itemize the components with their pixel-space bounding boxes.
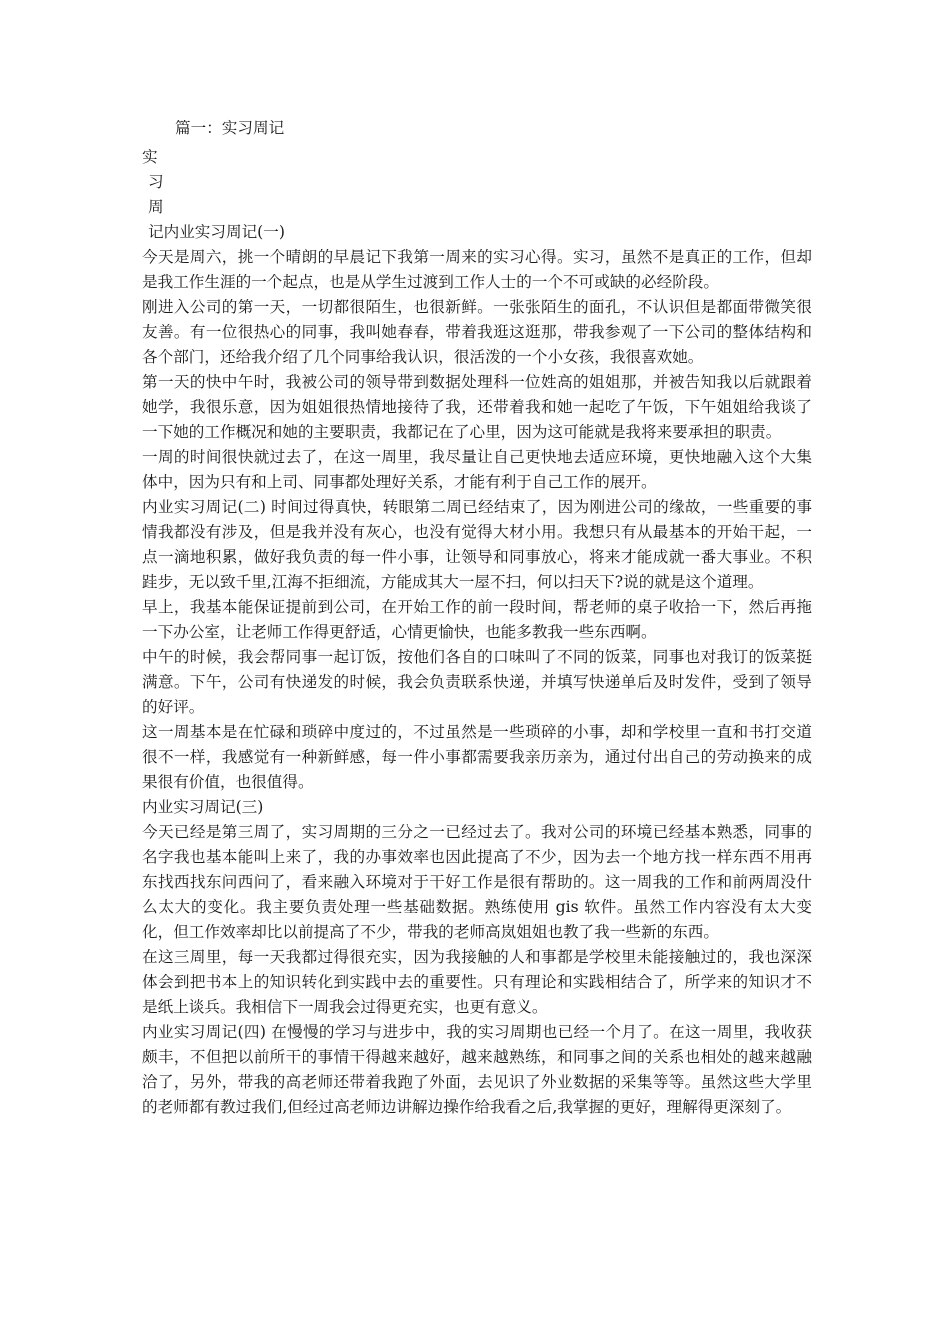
paragraph-1: 今天是周六，挑一个晴朗的早晨记下我第一周来的实习心得。实习，虽然不是真正的工作，但却是我工作生涯的一个起点，也是从学生过渡到工作人士的一个不可或缺的必经阶段。 <box>142 248 812 291</box>
paragraph-2: 刚进入公司的第一天，一切都很陌生，也很新鲜。一张张陌生的面孔，不认识但是都面带微笑很友善。有一位很热心的同事，我叫她春春，带着我逛这逛那，带我参观了一下公司的整体结构和各个部门，还给我介绍了几个同事给我认识，很活泼的一个小女孩，我很喜欢她。 <box>142 298 812 366</box>
paragraph-4: 一周的时间很快就过去了，在这一周里，我尽量让自己更快地去适应环境，更快地融入这个大集体中，因为只有和上司、同事都处理好关系，才能有利于自己工作的展开。 <box>142 448 812 491</box>
vertical-char-1: 实 <box>142 148 158 166</box>
section-heading-week-3: 内业实习周记(三) <box>142 798 264 816</box>
vertical-char-3: 周 <box>148 198 164 216</box>
paragraph-10: 在这三周里，每一天我都过得很充实，因为我接触的人和事都是学校里未能接触过的，我也深深体会到把书本上的知识转化到实践中去的重要性。只有理论和实践相结合了，所学来的知识才不是纸上谈兵。我相信下一周我会过得更充实，也更有意义。 <box>142 948 812 1016</box>
paragraph-3: 第一天的快中午时，我被公司的领导带到数据处理科一位姓高的姐姐那，并被告知我以后就跟着她学，我很乐意，因为姐姐很热情地接待了我，还带着我和她一起吃了午饭，下午姐姐给我谈了一下她的工作概况和她的主要职责，我都记在了心里，因为这可能就是我将来要承担的职责。 <box>142 373 812 441</box>
paragraph-6: 早上，我基本能保证提前到公司，在开始工作的前一段时间，帮老师的桌子收拾一下，然后再拖一下办公室，让老师工作得更舒适，心情更愉快，也能多教我一些东西啊。 <box>142 598 812 641</box>
document-subtitle: 记内业实习周记(一) <box>148 223 285 241</box>
document-heading: 篇一：实习周记 <box>175 119 285 137</box>
paragraph-9: 今天已经是第三周了，实习周期的三分之一已经过去了。我对公司的环境已经基本熟悉，同事的名字我也基本能叫上来了，我的办事效率也因此提高了不少，因为去一个地方找一样东西不用再东找西找东问西问了，看来融入环境对于干好工作是很有帮助的。这一周我的工作和前两周没什么太大的变化。我主要负责处理一些基础数据。熟练使用 gis 软件。虽然工作内容没有太大变化，但工作效率却比以前提高了不少，带我的老师高岚姐姐也教了我一些新的东西。 <box>142 823 812 941</box>
vertical-char-2: 习 <box>148 173 164 191</box>
document-page <box>142 116 812 1120</box>
paragraph-11: 内业实习周记(四) 在慢慢的学习与进步中，我的实习周期也已经一个月了。在这一周里，我收获颇丰，不但把以前所干的事情干得越来越好，越来越熟练，和同事之间的关系也相处的越来越融洽了，另外，带我的高老师还带着我跑了外面，去见识了外业数据的采集等等。虽然这些大学里的老师都有教过我们,但经过高老师边讲解边操作给我看之后,我掌握的更好，理解得更深刻了。 <box>142 1023 812 1116</box>
paragraph-5: 内业实习周记(二) 时间过得真快，转眼第二周已经结束了，因为刚进公司的缘故，一些重要的事情我都没有涉及，但是我并没有灰心，也没有觉得大材小用。我想只有从最基本的开始干起，一点一滴地积累，做好我负责的每一件小事，让领导和同事放心，将来才能成就一番大事业。不积跬步，无以致千里,江海不拒细流，方能成其大一屋不扫，何以扫天下?说的就是这个道理。 <box>142 498 812 591</box>
paragraph-8: 这一周基本是在忙碌和琐碎中度过的，不过虽然是一些琐碎的小事，却和学校里一直和书打交道很不一样，我感觉有一种新鲜感，每一件小事都需要我亲历亲为，通过付出自己的劳动换来的成果很有价值，也很值得。 <box>142 723 812 791</box>
paragraph-7: 中午的时候，我会帮同事一起订饭，按他们各自的口味叫了不同的饭菜，同事也对我订的饭菜挺满意。下午，公司有快递发的时候，我会负责联系快递，并填写快递单后及时发件，受到了领导的好评。 <box>142 648 812 716</box>
